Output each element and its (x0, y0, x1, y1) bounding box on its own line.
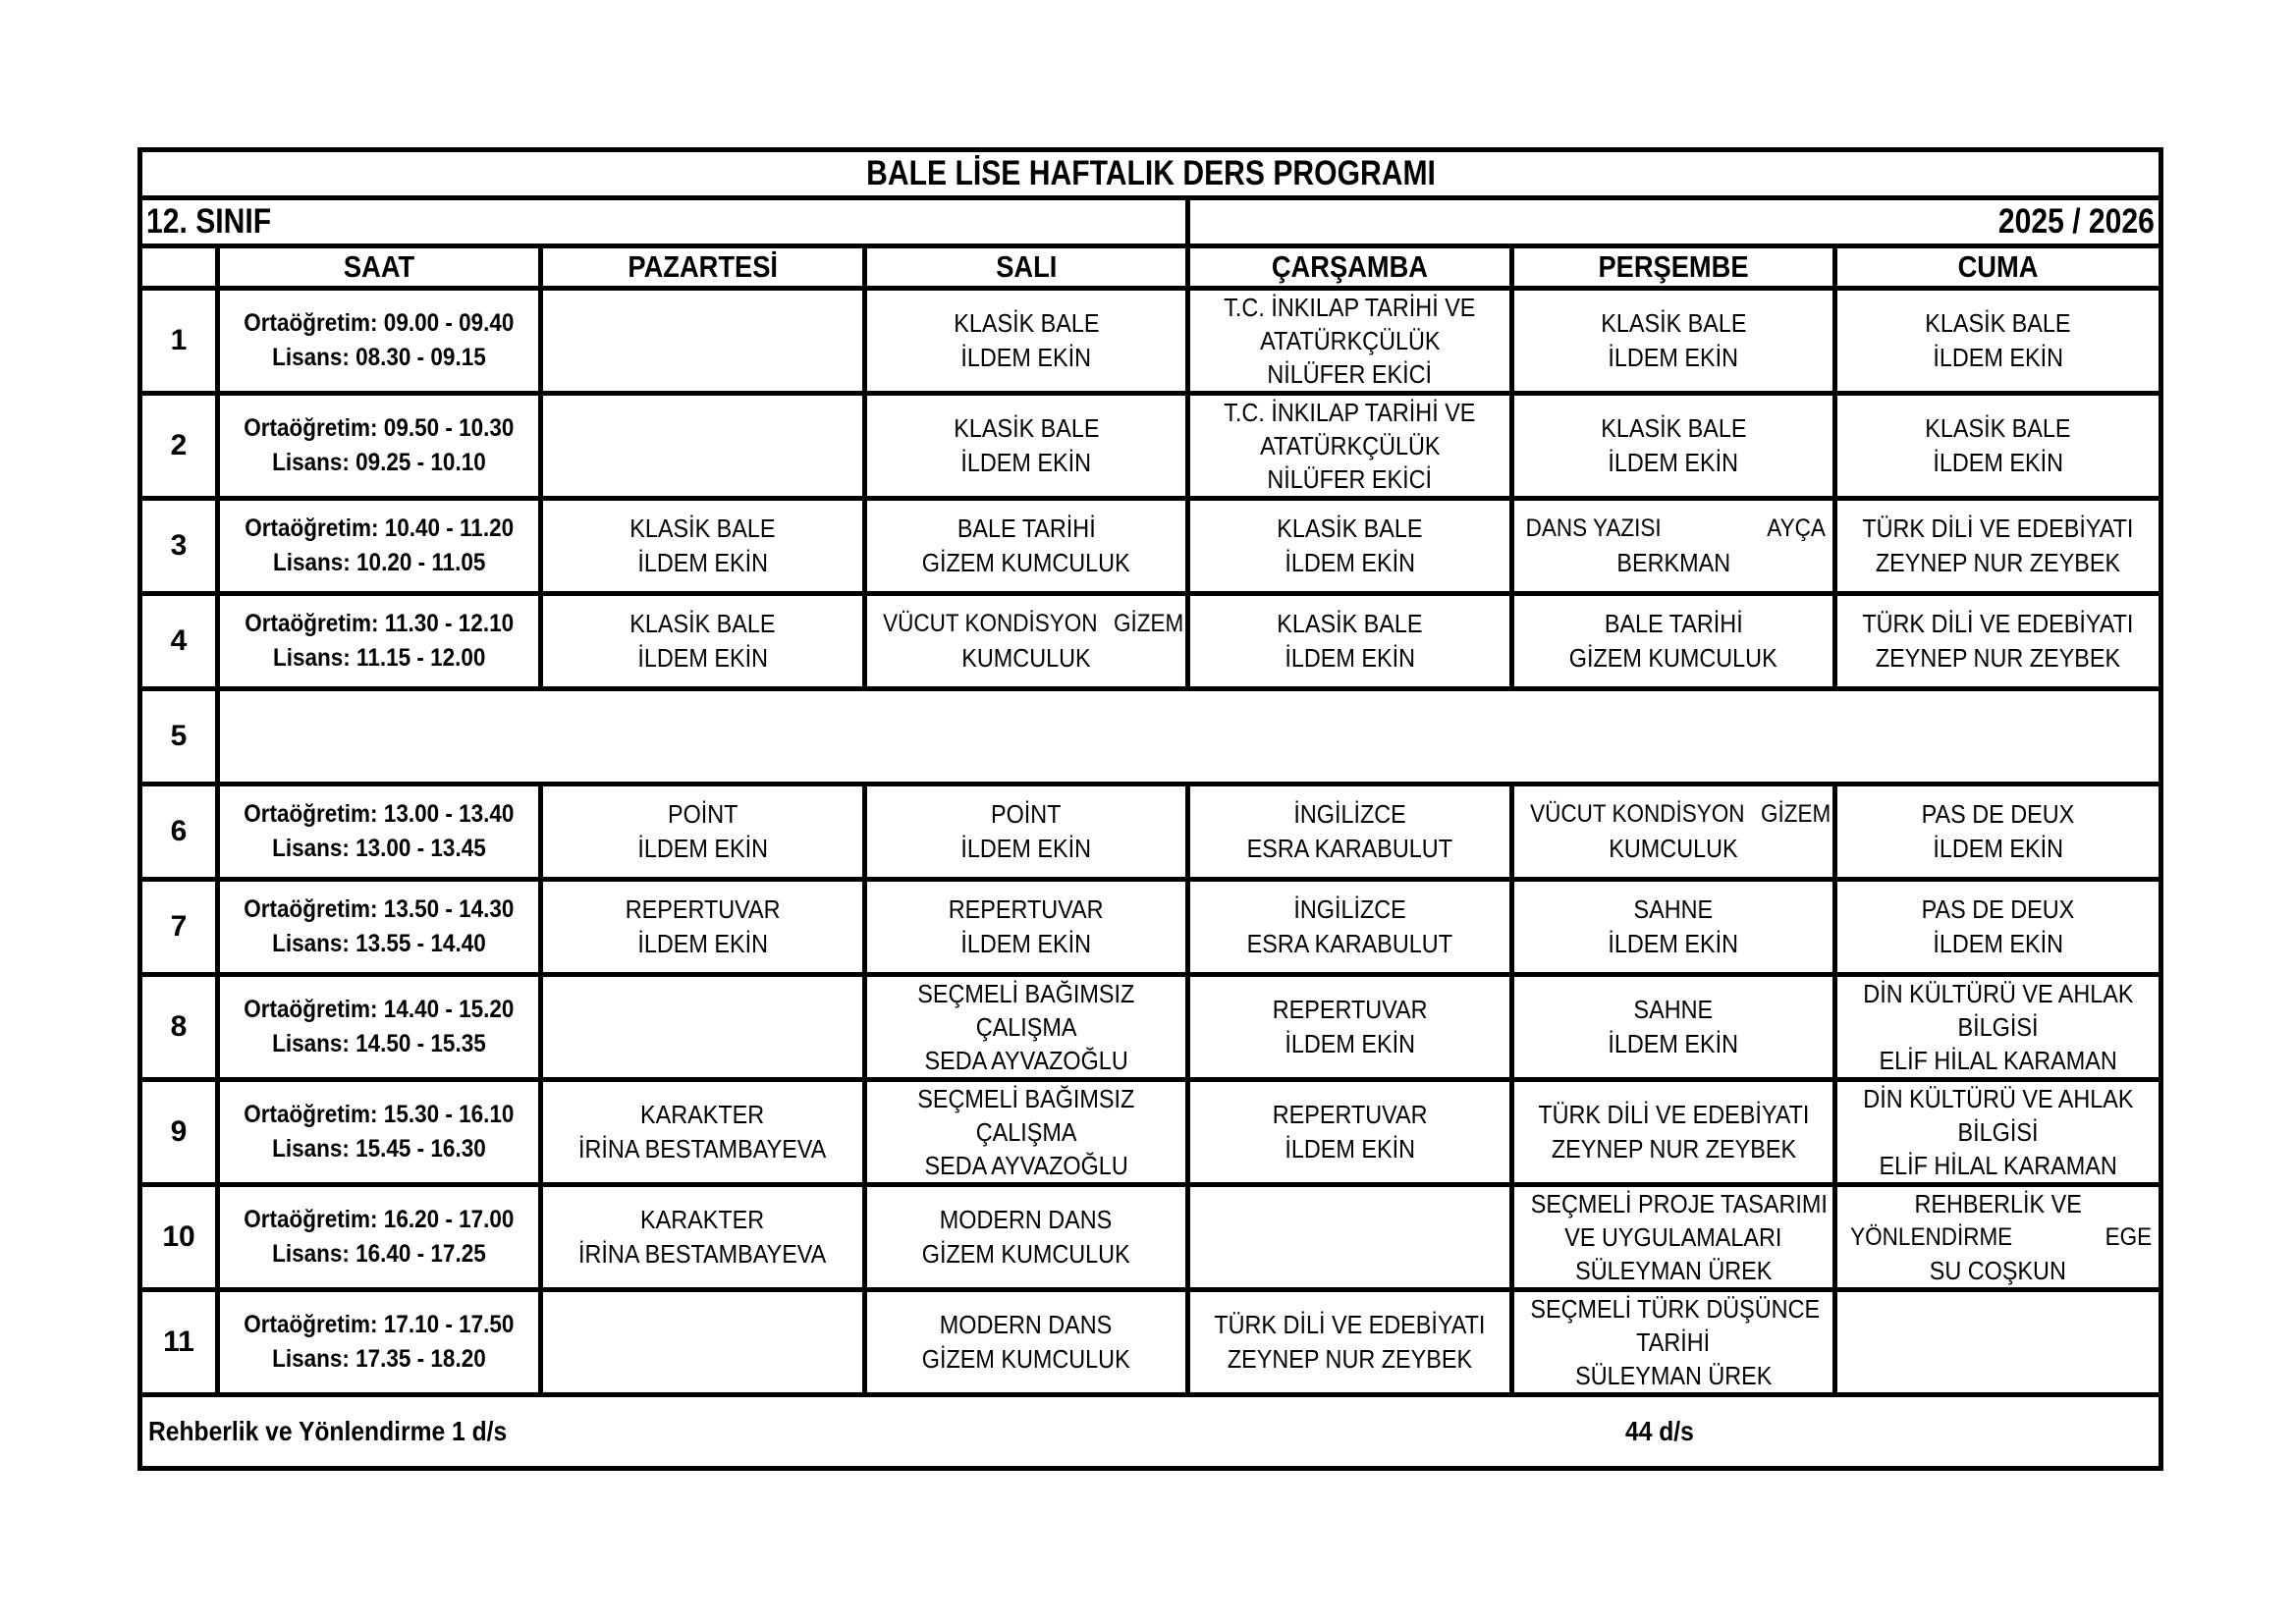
lesson-line: İLDEM EKİN (960, 448, 1092, 477)
lesson-cell (1188, 880, 1512, 975)
undergrad-time: Lisans: 16.40 - 17.25 (272, 1240, 486, 1268)
lesson-line: KLASİK BALE (629, 514, 776, 543)
lesson-line: NİLÜFER EKİCİ (1267, 464, 1433, 494)
lesson-cell (1512, 499, 1835, 594)
undergrad-time: Lisans: 15.45 - 16.30 (272, 1135, 486, 1163)
lesson-cell (541, 785, 865, 880)
secondary-time: Ortaöğretim: 10.40 - 11.20 (245, 514, 514, 542)
period-number: 9 (140, 1080, 218, 1185)
lesson-line: TARİHİ (1636, 1327, 1711, 1357)
time-cell (218, 880, 541, 975)
lesson-line: SEÇMELİ BAĞIMSIZ (917, 979, 1135, 1008)
lesson-cell (1188, 289, 1512, 394)
lesson-line: İLDEM EKİN (637, 643, 768, 673)
guidance-hours: Rehberlik ve Yönlendirme 1 d/s (148, 1416, 508, 1446)
lesson-line: ELİF HİLAL KARAMAN (1879, 1046, 2117, 1075)
lesson-cell (1835, 785, 2161, 880)
lesson-line: DİN KÜLTÜRÜ VE AHLAK (1862, 1084, 2134, 1113)
lesson-cell (865, 785, 1188, 880)
lesson-line: MODERN DANS (940, 1310, 1113, 1339)
secondary-time: Ortaöğretim: 09.50 - 10.30 (244, 414, 515, 442)
time-cell (218, 1080, 541, 1185)
lesson-cell (1188, 1080, 1512, 1185)
lesson-row (140, 1185, 2161, 1290)
lesson-cell (1835, 1185, 2161, 1290)
lesson-line: İLDEM EKİN (1933, 834, 2063, 863)
lesson-line: İLDEM EKİN (1608, 343, 1739, 372)
lesson-line: KLASİK BALE (1925, 308, 2071, 338)
lesson-cell (1835, 499, 2161, 594)
lesson-line: İRİNA BESTAMBAYEVA (578, 1134, 827, 1164)
lesson-line: ESRA KARABULUT (1246, 834, 1453, 863)
secondary-time: Ortaöğretim: 14.40 - 15.20 (244, 996, 515, 1023)
lesson-line: SEDA AYVAZOĞLU (924, 1046, 1128, 1075)
schedule-sheet (137, 147, 2159, 1477)
lesson-row (140, 689, 2161, 785)
header-day-label: ÇARŞAMBA (1271, 249, 1429, 284)
lesson-cell (1835, 594, 2161, 689)
period-number: 11 (140, 1290, 218, 1395)
lesson-line: DİN KÜLTÜRÜ VE AHLAK (1862, 979, 2134, 1008)
lesson-line: KUMCULUK (961, 643, 1091, 673)
lesson-line: T.C. İNKILAP TARİHİ VE (1224, 293, 1476, 322)
lesson-cell (1188, 785, 1512, 880)
lesson-line-part: EGE (2105, 1223, 2153, 1251)
lesson-line: SÜLEYMAN ÜREK (1574, 1361, 1773, 1390)
lesson-line: İLDEM EKİN (1285, 643, 1415, 673)
year-cell (1188, 198, 2161, 246)
lesson-line: SAHNE (1633, 995, 1714, 1024)
lesson-line: KLASİK BALE (629, 609, 776, 638)
lesson-line: KLASİK BALE (1925, 413, 2071, 443)
time-cell (218, 394, 541, 499)
lesson-cell (865, 1290, 1188, 1395)
header-blank (140, 246, 218, 289)
lesson-cell (1512, 785, 1835, 880)
lesson-line: KLASİK BALE (1277, 609, 1423, 638)
lesson-line: GİZEM KUMCULUK (922, 1344, 1130, 1374)
lesson-line: SEÇMELİ TÜRK DÜŞÜNCE (1530, 1294, 1821, 1324)
class-label: 12. SINIF (146, 202, 272, 241)
lesson-cell (865, 394, 1188, 499)
empty-lesson-cell (541, 975, 865, 1080)
lesson-line: İLDEM EKİN (1608, 1029, 1739, 1058)
secondary-time: Ortaöğretim: 11.30 - 12.10 (245, 610, 514, 637)
period-number: 1 (140, 289, 218, 394)
lesson-line: ZEYNEP NUR ZEYBEK (1551, 1134, 1796, 1164)
lesson-line: ZEYNEP NUR ZEYBEK (1875, 548, 2121, 577)
lesson-line: SAHNE (1633, 894, 1714, 924)
lesson-row (140, 880, 2161, 975)
lesson-line: ATATÜRKÇÜLÜK (1259, 431, 1441, 460)
lesson-line: TÜRK DİLİ VE EDEBİYATI (1862, 514, 2134, 543)
period-number: 3 (140, 499, 218, 594)
lesson-line: REPERTUVAR (949, 894, 1104, 924)
page-title-text: BALE LİSE HAFTALIK DERS PROGRAMI (865, 154, 1436, 192)
lesson-cell (1512, 594, 1835, 689)
lesson-cell (1512, 975, 1835, 1080)
lesson-line-part: AYÇA (1767, 514, 1826, 542)
lesson-line: TÜRK DİLİ VE EDEBİYATI (1537, 1100, 1810, 1129)
lesson-line: İLDEM EKİN (1285, 1029, 1415, 1058)
lesson-cell (1188, 394, 1512, 499)
day-header-row (140, 246, 2161, 289)
secondary-time: Ortaöğretim: 17.10 - 17.50 (244, 1311, 515, 1338)
lesson-cell (1512, 289, 1835, 394)
time-cell (218, 289, 541, 394)
lesson-cell (865, 975, 1188, 1080)
lesson-line: ATATÜRKÇÜLÜK (1259, 326, 1441, 355)
lesson-line-part: VÜCUT KONDİSYON (883, 610, 1098, 637)
period-number: 6 (140, 785, 218, 880)
lesson-line: REPERTUVAR (625, 894, 781, 924)
header-day-label: SALI (995, 249, 1058, 284)
lesson-line: İLDEM EKİN (960, 929, 1092, 958)
undergrad-time: Lisans: 11.15 - 12.00 (272, 644, 486, 672)
lesson-line: ZEYNEP NUR ZEYBEK (1875, 643, 2121, 673)
schedule-table (137, 147, 2163, 1471)
lesson-line: KLASİK BALE (953, 308, 1100, 338)
lesson-line: İLDEM EKİN (1933, 929, 2063, 958)
lesson-line: İNGİLİZCE (1293, 799, 1406, 829)
undergrad-time: Lisans: 14.50 - 15.35 (272, 1030, 486, 1057)
header-day (1188, 246, 1512, 289)
time-cell (218, 975, 541, 1080)
empty-lesson-cell (1835, 1290, 2161, 1395)
lesson-row (140, 1080, 2161, 1185)
period-number: 7 (140, 880, 218, 975)
lesson-row (140, 975, 2161, 1080)
lesson-line: REHBERLİK VE (1914, 1189, 2082, 1218)
lesson-line: MODERN DANS (940, 1205, 1113, 1234)
lesson-cell (1835, 289, 2161, 394)
lesson-row (140, 785, 2161, 880)
lesson-cell (1835, 975, 2161, 1080)
lesson-cell (1512, 880, 1835, 975)
lesson-line-part: GİZEM (1760, 800, 1831, 828)
lesson-row (140, 594, 2161, 689)
lesson-line: İRİNA BESTAMBAYEVA (578, 1239, 827, 1269)
header-day-label: PERŞEMBE (1598, 249, 1749, 284)
empty-lesson-cell (1188, 1185, 1512, 1290)
header-day (541, 246, 865, 289)
footer-cell (140, 1395, 2161, 1469)
empty-lesson-cell (541, 394, 865, 499)
lesson-line: KARAKTER (640, 1205, 765, 1234)
lesson-line: ÇALIŞMA (975, 1012, 1077, 1042)
undergrad-time: Lisans: 13.00 - 13.45 (272, 835, 486, 862)
lesson-cell (1835, 1080, 2161, 1185)
undergrad-time: Lisans: 17.35 - 18.20 (272, 1345, 486, 1373)
lesson-line: İLDEM EKİN (1608, 929, 1739, 958)
lesson-line-justified (1514, 512, 1832, 546)
lesson-line: T.C. İNKILAP TARİHİ VE (1224, 398, 1476, 427)
lesson-cell (541, 594, 865, 689)
lesson-cell (1835, 394, 2161, 499)
lesson-line: İLDEM EKİN (1285, 1134, 1415, 1164)
lesson-cell (541, 1185, 865, 1290)
secondary-time: Ortaöğretim: 13.50 - 14.30 (244, 895, 515, 923)
lesson-cell (1188, 594, 1512, 689)
lesson-line: TÜRK DİLİ VE EDEBİYATI (1214, 1310, 1486, 1339)
lesson-cell (865, 499, 1188, 594)
lesson-cell (1188, 1290, 1512, 1395)
lesson-line: İLDEM EKİN (960, 834, 1092, 863)
lesson-line: ELİF HİLAL KARAMAN (1879, 1151, 2117, 1180)
undergrad-time: Lisans: 08.30 - 09.15 (272, 344, 486, 371)
lesson-cell (865, 594, 1188, 689)
secondary-time: Ortaöğretim: 09.00 - 09.40 (244, 309, 515, 337)
lesson-line: GİZEM KUMCULUK (922, 1239, 1130, 1269)
lesson-line-justified (1837, 1220, 2159, 1254)
lesson-cell (865, 1185, 1188, 1290)
lesson-line: NİLÜFER EKİCİ (1267, 359, 1433, 389)
lesson-cell (1512, 1080, 1835, 1185)
time-cell (218, 785, 541, 880)
lesson-line: PAS DE DEUX (1921, 799, 2075, 829)
lesson-cell (1835, 880, 2161, 975)
lesson-line: İNGİLİZCE (1293, 894, 1406, 924)
lesson-line: SEÇMELİ PROJE TASARIMI (1530, 1189, 1828, 1218)
lesson-line: İLDEM EKİN (1933, 343, 2063, 372)
lesson-cell (865, 1080, 1188, 1185)
lesson-line-part: YÖNLENDİRME (1850, 1223, 2013, 1251)
undergrad-time: Lisans: 10.20 - 11.05 (272, 549, 486, 576)
lesson-line: BERKMAN (1616, 548, 1730, 577)
empty-lesson-cell (541, 289, 865, 394)
undergrad-time: Lisans: 13.55 - 14.40 (272, 930, 486, 957)
header-day-label: CUMA (1957, 249, 2039, 284)
lesson-line: ÇALIŞMA (975, 1117, 1077, 1147)
academic-year: 2025 / 2026 (1998, 202, 2156, 241)
lesson-line-part: VÜCUT KONDİSYON (1530, 800, 1745, 828)
header-day (865, 246, 1188, 289)
lesson-line: SEÇMELİ BAĞIMSIZ (917, 1084, 1135, 1113)
secondary-time: Ortaöğretim: 13.00 - 13.40 (244, 800, 515, 828)
page-title (140, 150, 2161, 198)
lesson-line: KLASİK BALE (1277, 514, 1423, 543)
lesson-line: İLDEM EKİN (960, 343, 1092, 372)
lesson-row (140, 289, 2161, 394)
lesson-line-justified (867, 607, 1185, 641)
lesson-line: ZEYNEP NUR ZEYBEK (1227, 1344, 1473, 1374)
lesson-cell (541, 880, 865, 975)
secondary-time: Ortaöğretim: 15.30 - 16.10 (244, 1101, 515, 1128)
lesson-line: SÜLEYMAN ÜREK (1574, 1256, 1773, 1285)
lunch-break-cell (218, 689, 2161, 785)
undergrad-time: Lisans: 09.25 - 10.10 (272, 449, 486, 476)
lesson-cell (1188, 499, 1512, 594)
lesson-line: TÜRK DİLİ VE EDEBİYATI (1862, 609, 2134, 638)
period-number: 2 (140, 394, 218, 499)
lesson-line: İLDEM EKİN (637, 929, 768, 958)
lesson-line: PAS DE DEUX (1921, 894, 2075, 924)
period-number: 10 (140, 1185, 218, 1290)
lesson-line: İLDEM EKİN (637, 834, 768, 863)
secondary-time: Ortaöğretim: 16.20 - 17.00 (244, 1206, 515, 1233)
period-number: 8 (140, 975, 218, 1080)
empty-lesson-cell (541, 1290, 865, 1395)
lesson-line: İLDEM EKİN (1933, 448, 2063, 477)
lesson-line: SU COŞKUN (1929, 1256, 2067, 1285)
lesson-line: ESRA KARABULUT (1246, 929, 1453, 958)
time-cell (218, 1290, 541, 1395)
lesson-line: GİZEM KUMCULUK (922, 548, 1130, 577)
lesson-line: VE UYGULAMALARI (1564, 1222, 1782, 1252)
lesson-line: BİLGİSİ (1957, 1117, 2039, 1147)
time-cell (218, 1185, 541, 1290)
lesson-cell (1512, 394, 1835, 499)
lesson-line: BALE TARİHİ (1604, 609, 1743, 638)
total-hours: 44 d/s (1625, 1416, 1694, 1446)
lesson-row (140, 499, 2161, 594)
time-cell (218, 499, 541, 594)
lesson-line: POİNT (991, 799, 1062, 829)
lesson-line-part: GİZEM (1113, 610, 1183, 637)
lesson-line: İLDEM EKİN (1608, 448, 1739, 477)
lesson-cell (865, 880, 1188, 975)
time-cell (218, 594, 541, 689)
lesson-line: REPERTUVAR (1272, 995, 1428, 1024)
lesson-line-part: DANS YAZISI (1525, 514, 1662, 542)
lesson-line: KARAKTER (640, 1100, 765, 1129)
lesson-line: KUMCULUK (1609, 834, 1738, 863)
header-day (1512, 246, 1835, 289)
lesson-line: BALE TARİHİ (957, 514, 1096, 543)
lesson-line: POİNT (667, 799, 738, 829)
period-number: 5 (140, 689, 218, 785)
header-day-label: PAZARTESİ (628, 249, 778, 284)
lesson-line: REPERTUVAR (1272, 1100, 1428, 1129)
header-saat-label: SAAT (343, 249, 415, 284)
header-saat (218, 246, 541, 289)
lesson-line: GİZEM KUMCULUK (1569, 643, 1777, 673)
lesson-cell (1512, 1290, 1835, 1395)
lesson-cell (541, 499, 865, 594)
lesson-line: KLASİK BALE (1600, 413, 1747, 443)
lesson-line: İLDEM EKİN (1285, 548, 1415, 577)
lesson-cell (541, 1080, 865, 1185)
lesson-cell (1512, 1185, 1835, 1290)
lesson-cell (1188, 975, 1512, 1080)
lesson-row (140, 1290, 2161, 1395)
lesson-line: KLASİK BALE (953, 413, 1100, 443)
lesson-cell (865, 289, 1188, 394)
lesson-line-justified (1514, 797, 1832, 832)
lesson-line: KLASİK BALE (1600, 308, 1747, 338)
footer-row (140, 1395, 2161, 1469)
lesson-line: BİLGİSİ (1957, 1012, 2039, 1042)
lesson-line: İLDEM EKİN (637, 548, 768, 577)
lesson-row (140, 394, 2161, 499)
header-day (1835, 246, 2161, 289)
period-number: 4 (140, 594, 218, 689)
lesson-line: SEDA AYVAZOĞLU (924, 1151, 1128, 1180)
class-label-cell (140, 198, 1188, 246)
